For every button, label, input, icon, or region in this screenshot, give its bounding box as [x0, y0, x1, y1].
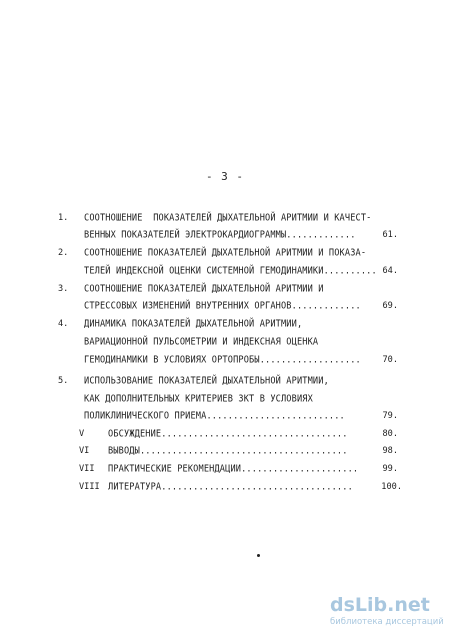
- chapter-page-vi: 98.: [382, 446, 398, 456]
- watermark-logo: dsLib.net: [330, 594, 430, 616]
- toc-line-3-2: СТРЕССОВЫХ ИЗМЕНЕНИЙ ВНУТРЕННИХ ОРГАНОВ.............: [84, 301, 361, 312]
- toc-page-3: 69.: [382, 301, 398, 311]
- toc-num-1: 1.: [58, 213, 69, 223]
- toc-line-5-2: КАК ДОПОЛНИТЕЛЬНЫХ КРИТЕРИЕВ ЗКТ В УСЛОВИЯХ: [84, 394, 313, 405]
- chapter-page-vii: 99.: [382, 464, 398, 474]
- toc-line-5-3: ПОЛИКЛИНИЧЕСКОГО ПРИЕМА..........................: [84, 411, 345, 422]
- chapter-num-v: V: [79, 429, 85, 439]
- chapter-num-vi: VI: [79, 446, 90, 456]
- toc-line-4-2: ВАРИАЦИОННОЙ ПУЛЬСОМЕТРИИ И ИНДЕКСНАЯ ОЦЕНКА: [84, 337, 319, 348]
- watermark: [330, 594, 442, 628]
- scan-dot: [257, 554, 260, 557]
- toc-num-4: 4.: [58, 319, 69, 329]
- toc-page-2: 64.: [382, 266, 398, 276]
- toc-page-1: 61.: [382, 230, 398, 240]
- chapter-page-v: 80.: [382, 429, 398, 439]
- toc-num-3: 3.: [58, 284, 69, 294]
- chapter-title-vi: ВЫВОДЫ.......................................: [108, 446, 348, 457]
- toc-line-4-3: ГЕМОДИНАМИКИ В УСЛОВИЯХ ОРТОПРОБЫ...................: [84, 355, 361, 366]
- toc-line-1-1: СООТНОШЕНИЕ ПОКАЗАТЕЛЕЙ ДЫХАТЕЛЬНОЙ АРИТМИИ И КАЧЕСТ-: [84, 213, 372, 224]
- toc-line-5-1: ИСПОЛЬЗОВАНИЕ ПОКАЗАТЕЛЕЙ ДЫХАТЕЛЬНОЙ АРИТМИИ,: [84, 376, 329, 387]
- chapter-page-viii: 100.: [381, 482, 402, 492]
- toc-line-3-1: СООТНОШЕНИЕ ПОКАЗАТЕЛЕЙ ДЫХАТЕЛЬНОЙ АРИТМИИ И: [84, 284, 324, 295]
- toc-num-2: 2.: [58, 248, 69, 258]
- toc-num-5: 5.: [58, 376, 69, 386]
- toc-line-4-1: ДИНАМИКА ПОКАЗАТЕЛЕЙ ДЫХАТЕЛЬНОЙ АРИТМИИ,: [84, 319, 303, 330]
- toc-line-1-2: ВЕННЫХ ПОКАЗАТЕЛЕЙ ЭЛЕКТРОКАРДИОГРАММЫ.............: [84, 230, 356, 241]
- page-number: - 3 -: [205, 170, 245, 183]
- chapter-title-viii: ЛИТЕРАТУРА....................................: [108, 482, 353, 493]
- toc-line-2-2: ТЕЛЕЙ ИНДЕКСНОЙ ОЦЕНКИ СИСТЕМНОЙ ГЕМОДИНАМИКИ..........: [84, 266, 377, 277]
- toc-line-2-1: СООТНОШЕНИЕ ПОКАЗАТЕЛЕЙ ДЫХАТЕЛЬНОЙ АРИТМИИ И ПОКАЗА-: [84, 248, 367, 259]
- watermark-subtitle: библиотека диссертаций: [330, 617, 444, 627]
- chapter-num-vii: VII: [79, 464, 95, 474]
- chapter-title-vii: ПРАКТИЧЕСКИЕ РЕКОМЕНДАЦИИ......................: [108, 464, 359, 475]
- toc-page-4: 70.: [382, 355, 398, 365]
- toc-page-5: 79.: [382, 411, 398, 421]
- chapter-title-v: ОБСУЖДЕНИЕ...................................: [108, 429, 348, 440]
- chapter-num-viii: VIII: [79, 482, 100, 492]
